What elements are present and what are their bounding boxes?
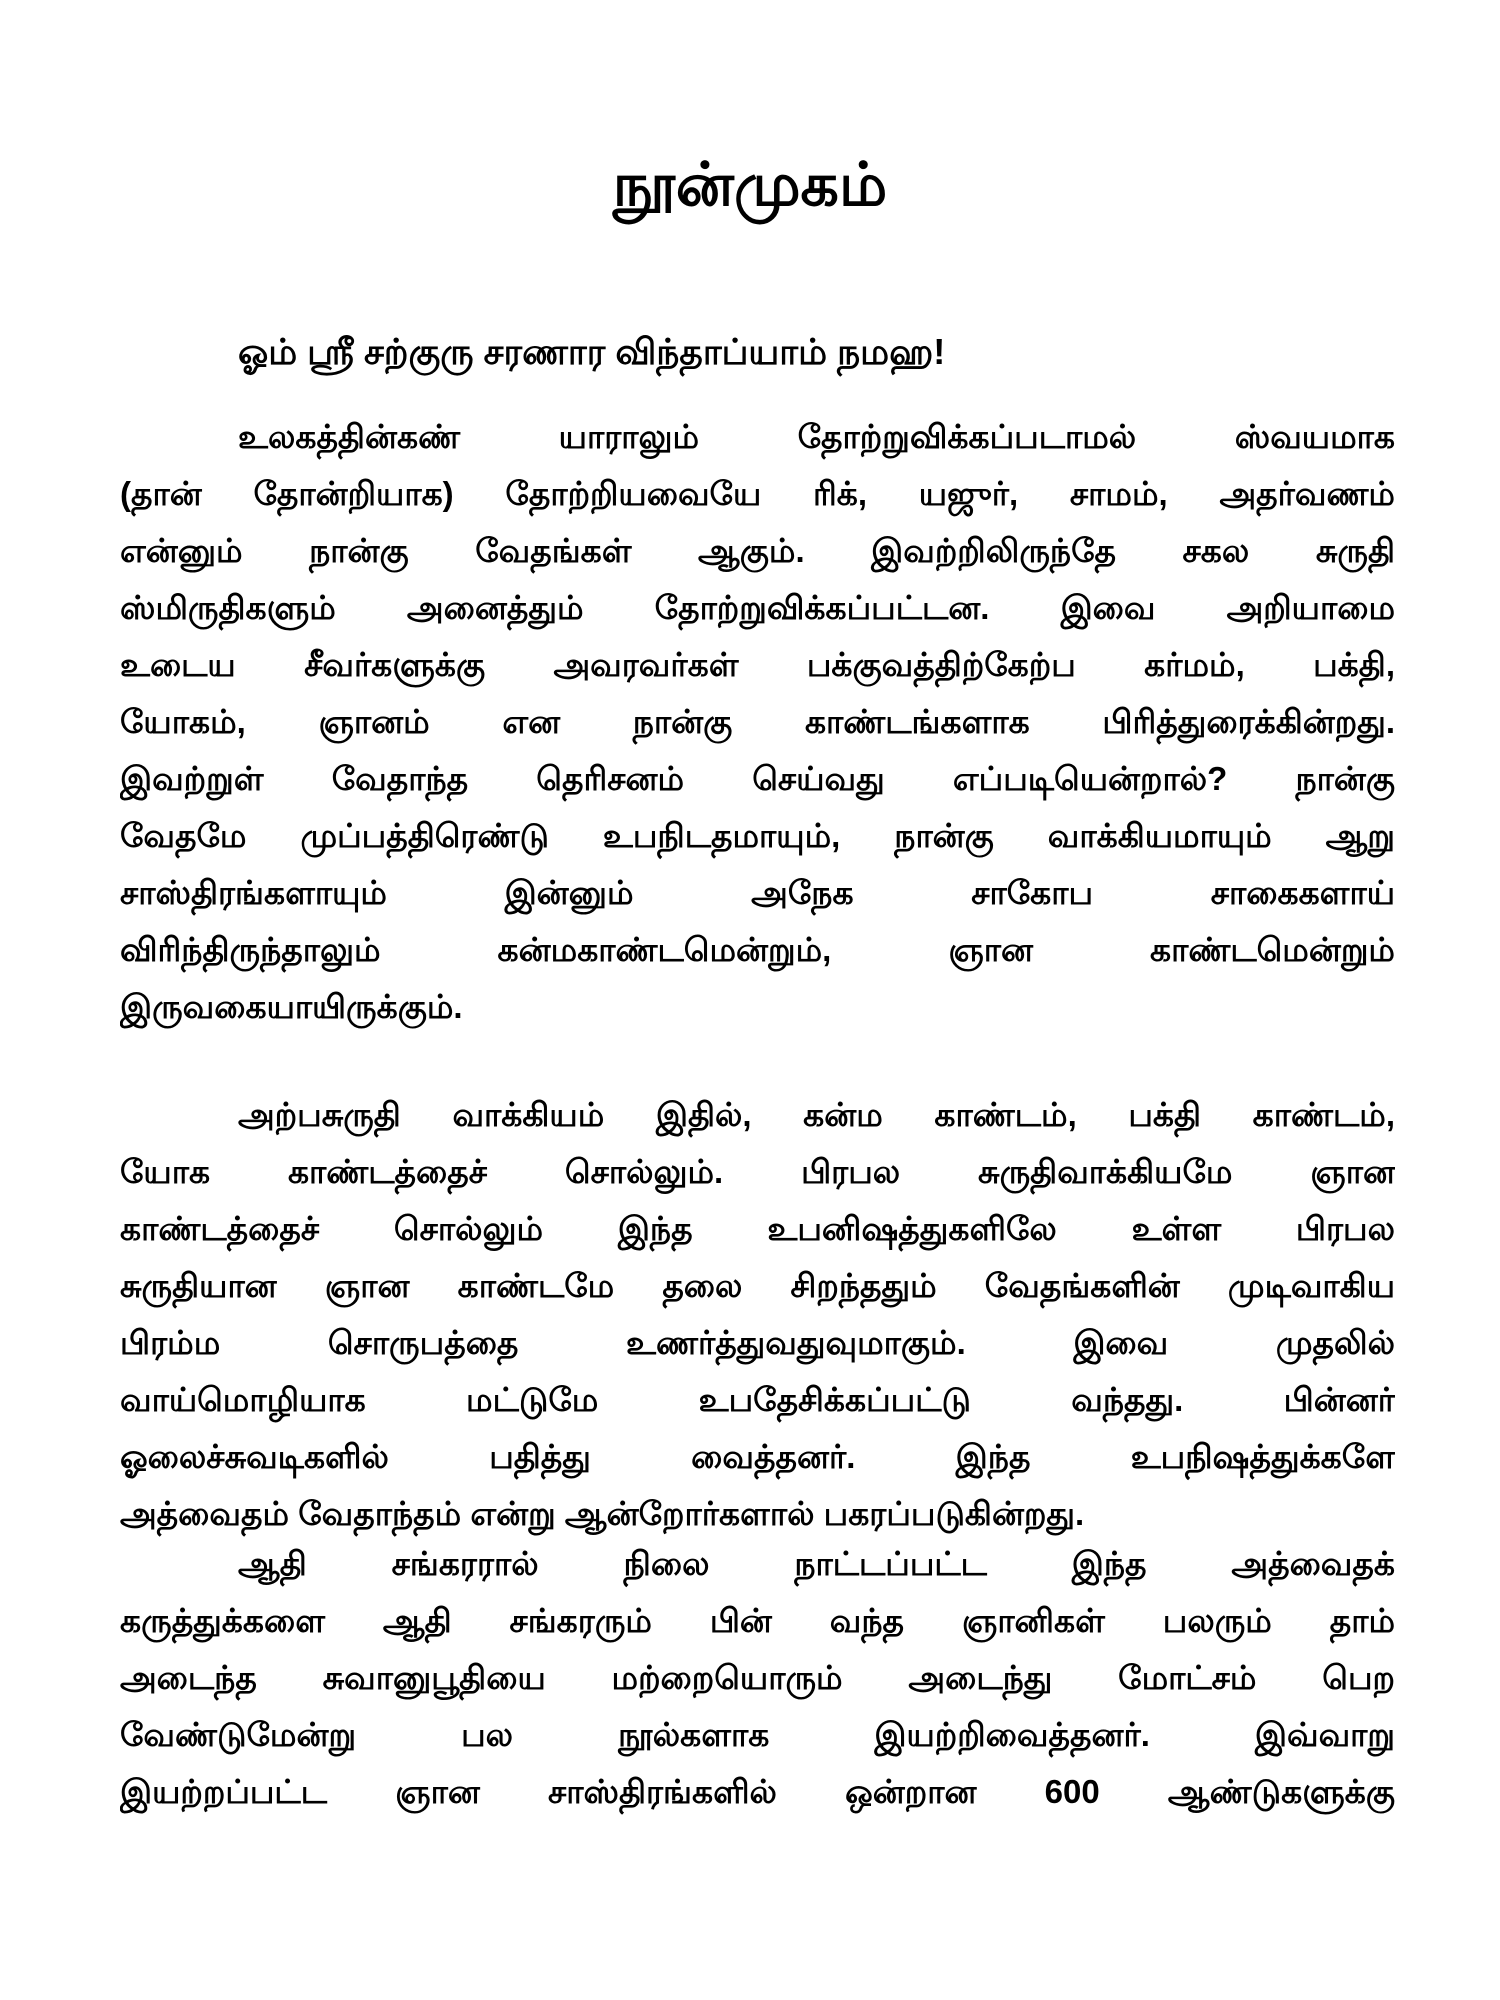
- text-line: வேதமே முப்பத்திரெண்டு உபநிடதமாயும், நான்கு வாக்கியமாயும் ஆறு: [120, 817, 1395, 854]
- invocation-line: ஓம் ஸ்ரீ சற்குரு சரணார விந்தாப்யாம் நமஹ!: [238, 331, 946, 372]
- paragraph-2: [120, 1086, 1395, 1542]
- paragraph-1: [120, 408, 1395, 1035]
- text-line: அத்வைதம் வேதாந்தம் என்று ஆன்றோர்களால் பகரப்படுகின்றது.: [120, 1495, 1085, 1532]
- text-line: இருவகையாயிருக்கும்.: [120, 988, 463, 1025]
- text-line: சாஸ்திரங்களாயும் இன்னும் அநேக சாகோப சாகைகளாய்: [120, 874, 1395, 911]
- page-title: நூன்முகம்: [612, 151, 888, 218]
- text-line: வாய்மொழியாக மட்டுமே உபதேசிக்கப்பட்டு வந்தது. பின்னர்: [120, 1381, 1395, 1418]
- text-line: ஸ்மிருதிகளும் அனைத்தும் தோற்றுவிக்கப்பட்டன. இவை அறியாமை: [120, 589, 1395, 626]
- text-line: கருத்துக்களை ஆதி சங்கரரும் பின் வந்த ஞானிகள் பலரும் தாம்: [120, 1602, 1395, 1639]
- text-line: விரிந்திருந்தாலும் கன்மகாண்டமென்றும், ஞான காண்டமென்றும்: [120, 931, 1395, 968]
- text-line: அற்பசுருதி வாக்கியம் இதில், கன்ம காண்டம், பக்தி காண்டம்,: [238, 1096, 1395, 1133]
- text-line: யோகம், ஞானம் என நான்கு காண்டங்களாக பிரித்துரைக்கின்றது.: [120, 703, 1395, 740]
- paragraph-3: [120, 1535, 1395, 1820]
- text-line: சுருதியான ஞான காண்டமே தலை சிறந்ததும் வேதங்களின் முடிவாகிய: [120, 1267, 1395, 1304]
- text-line: அடைந்த சுவானுபூதியை மற்றையொரும் அடைந்து மோட்சம் பெற: [120, 1659, 1395, 1696]
- text-line: உடைய சீவர்களுக்கு அவரவர்கள் பக்குவத்திற்கேற்ப கர்மம், பக்தி,: [120, 646, 1395, 683]
- text-line: காண்டத்தைச் சொல்லும் இந்த உபனிஷத்துகளிலே உள்ள பிரபல: [120, 1210, 1395, 1247]
- text-line: வேண்டுமேன்று பல நூல்களாக இயற்றிவைத்தனர். இவ்வாறு: [120, 1716, 1395, 1753]
- text-line: என்னும் நான்கு வேதங்கள் ஆகும். இவற்றிலிருந்தே சகல சுருதி: [120, 532, 1395, 569]
- text-line: இவற்றுள் வேதாந்த தெரிசனம் செய்வது எப்படியென்றால்? நான்கு: [120, 760, 1395, 797]
- text-line: ஆதி சங்கரரால் நிலை நாட்டப்பட்ட இந்த அத்வைதக்: [238, 1545, 1395, 1582]
- text-line: உலகத்தின்கண் யாராலும் தோற்றுவிக்கப்படாமல் ஸ்வயமாக: [238, 418, 1395, 455]
- text-line: இயற்றப்பட்ட ஞான சாஸ்திரங்களில் ஒன்றான 600 ஆண்டுகளுக்கு: [120, 1773, 1395, 1810]
- text-line: யோக காண்டத்தைச் சொல்லும். பிரபல சுருதிவாக்கியமே ஞான: [120, 1153, 1395, 1190]
- text-line: பிரம்ம சொருபத்தை உணர்த்துவதுவுமாகும். இவை முதலில்: [120, 1324, 1395, 1361]
- text-line: (தான் தோன்றியாக) தோற்றியவையே ரிக், யஜுர், சாமம், அதர்வணம்: [120, 475, 1395, 512]
- text-line: ஓலைச்சுவடிகளில் பதித்து வைத்தனர். இந்த உபநிஷத்துக்களே: [120, 1438, 1395, 1475]
